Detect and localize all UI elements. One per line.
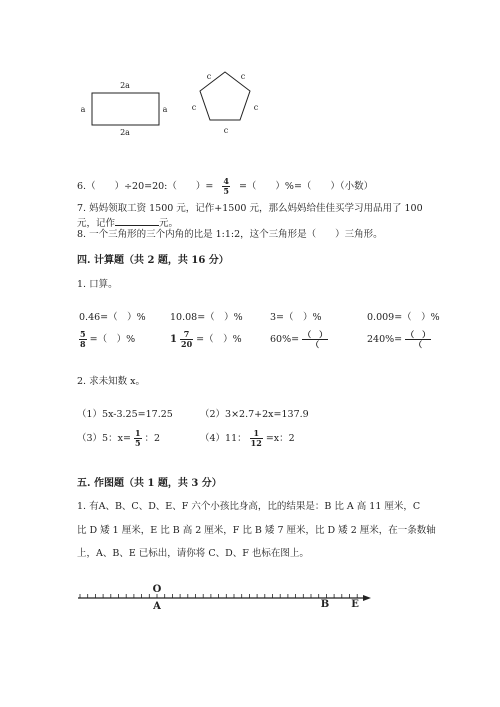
pentagon-label-2: c [240, 72, 246, 81]
p1-r2c3-text: 60%= [270, 334, 300, 345]
p1-r2c1-num: 5 [80, 329, 86, 339]
q6-frac-num: 4 [223, 176, 229, 186]
p1-title: 1. 口算。 [77, 279, 118, 290]
p1-r2c4-text: 240%= [367, 334, 403, 345]
p2-eq4-a: （4）11： [200, 433, 247, 444]
point-a-label: A [153, 601, 161, 612]
p1-row1-c3: 3=（ ）% [270, 312, 322, 323]
p1-r2c3-num: （ ） [303, 329, 328, 339]
q6-fraction [222, 177, 230, 196]
p2-eq1: （1）5x-3.25=17.25 [77, 409, 173, 420]
p2-eq4-num: 1 [250, 429, 263, 439]
p1-r2c2-frac [180, 330, 193, 349]
q7-line1: 7. 妈妈领取工资 1500 元，记作+1500 元，那么妈妈给佳佳买学习用品用了 100 [77, 203, 423, 214]
point-b-label: B [320, 599, 330, 610]
p2-eq4-b: =x：2 [265, 433, 295, 444]
p1-r2c1-rest: =（ ）% [89, 334, 136, 345]
p1-r2c4-num: （ ） [406, 329, 431, 339]
p2-eq4-frac [250, 429, 263, 448]
q7-line2-b: 元。 [159, 218, 179, 229]
q6-rest: =（ ）%=（ ）（小数） [238, 181, 374, 192]
question-8: 8. 一个三角形的三个内角的比是 1:1:2，这个三角形是（ ）三角形。 [77, 229, 383, 240]
pentagon-label-3: c [253, 103, 259, 112]
pentagon-label-1: c [206, 72, 212, 81]
p1-r2c4-frac [405, 330, 431, 349]
q6-frac-den: 5 [223, 186, 229, 196]
pentagon-label-4: c [223, 126, 229, 135]
p2-eq3-frac [134, 429, 142, 448]
p1-r2c2-rest: =（ ）% [196, 334, 242, 345]
p2-eq2: （2）3×2.7+2x=137.9 [200, 409, 309, 420]
rect-bottom-label: 2a [120, 128, 130, 137]
p1-row2-c1 [79, 330, 135, 349]
p1-r2c3-den: （ [311, 339, 320, 349]
section-4-title: 四. 计算题（共 2 题，共 16 分） [77, 255, 229, 266]
p1-row2-c4 [367, 330, 431, 349]
rect-left-label: a [80, 105, 86, 114]
p2-eq4-den: 12 [250, 438, 262, 448]
p2-eq3-a: （3）5：x= [77, 433, 131, 444]
p1-row2-c2 [170, 330, 242, 349]
p1-r2c2-num: 7 [180, 330, 193, 340]
p1-r2c1-frac [79, 330, 87, 349]
p1-r2c1-den: 8 [80, 339, 86, 349]
pentagon-label-5: c [191, 103, 197, 112]
p1-row1-c1: 0.46=（ ）% [79, 312, 146, 323]
drawing-line3: 上，A、B、E 已标出，请你将 C、D、F 也标在图上。 [77, 548, 309, 559]
rect-right-label: a [162, 105, 168, 114]
q6-text: 6.（ ）÷20=20:（ ）= [77, 181, 214, 192]
p1-r2c4-den: （ [414, 339, 423, 349]
q7-blank[interactable] [115, 216, 159, 226]
number-line-arrow [363, 595, 371, 601]
p2-eq3 [77, 429, 160, 448]
point-e-label: E [351, 599, 359, 610]
rect-top-label: 2a [120, 81, 130, 90]
question-6 [77, 177, 373, 196]
q7-line2 [77, 216, 178, 230]
pentagon-figure [192, 72, 259, 135]
q7-line2-a: 元，记作 [77, 218, 116, 229]
p2-eq4 [200, 429, 295, 448]
section-5-title: 五. 作图题（共 1 题，共 3 分） [77, 478, 222, 489]
rectangle-figure [81, 81, 168, 137]
p1-r2c2-den: 20 [181, 339, 193, 349]
p2-title: 2. 求未知数 x。 [77, 376, 145, 387]
p1-row1-c2: 10.08=（ ）% [170, 312, 243, 323]
drawing-line1: 1. 有A、B、C、D、E、F 六个小孩比身高，比的结果是：B 比 A 高 11 厘米，C [77, 501, 421, 512]
origin-label: O [152, 584, 162, 595]
p1-r2c2-whole: 1 [170, 334, 177, 345]
p1-row2-c3 [270, 330, 328, 349]
p2-eq3-den: 5 [134, 438, 141, 448]
drawing-line2: 比 D 矮 1 厘米，E 比 B 高 2 厘米，F 比 B 矮 7 厘米，比 D 矮 2 厘米，在一条数轴 [77, 525, 436, 536]
p1-r2c3-frac [302, 330, 328, 349]
p1-row1-c4: 0.009=（ ）% [367, 312, 440, 323]
p2-eq3-b: ：2 [144, 433, 161, 444]
number-line [78, 584, 371, 612]
p2-eq3-num: 1 [134, 428, 141, 438]
